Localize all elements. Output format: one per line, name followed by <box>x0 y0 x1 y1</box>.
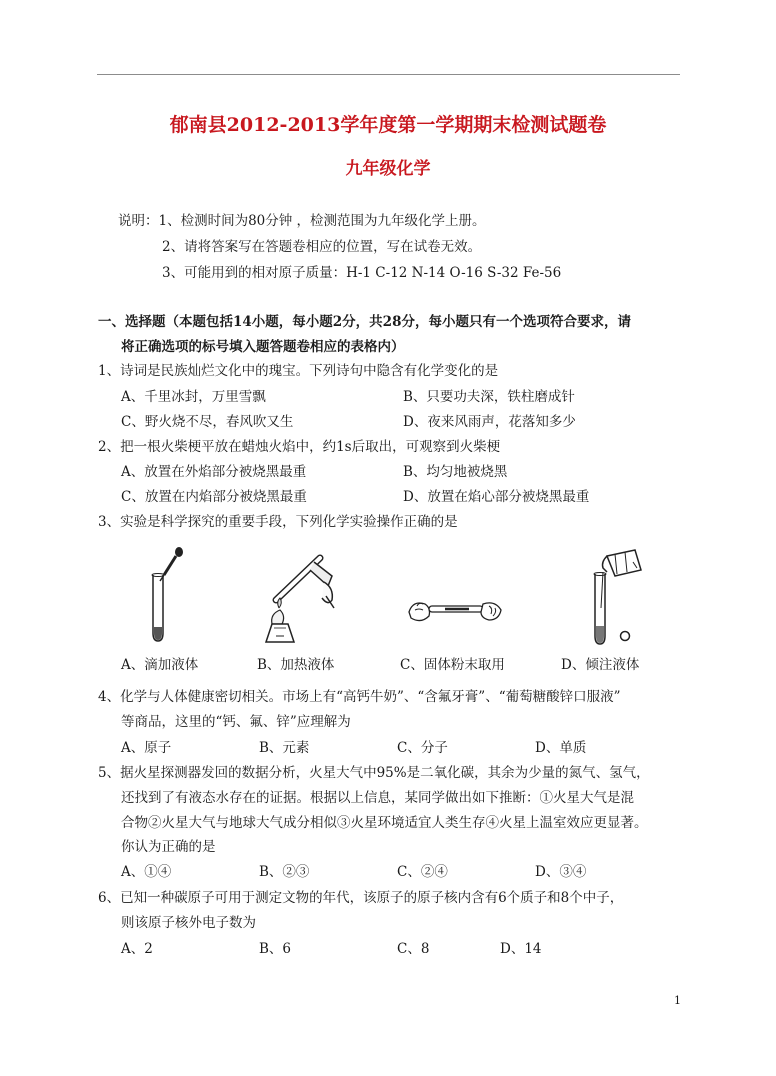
q1-option-b: B、只要功夫深，铁柱磨成针 <box>403 389 575 405</box>
q1-stem: 1、诗词是民族灿烂文化中的瑰宝。下列诗句中隐含有化学变化的是 <box>98 363 499 379</box>
q3-option-c: C、固体粉末取用 <box>400 657 505 673</box>
q3-option-a: A、滴加液体 <box>121 657 199 673</box>
powder-handling-figure <box>405 590 505 630</box>
q4-option-d: D、单质 <box>535 740 587 756</box>
q1-option-d: D、夜来风雨声，花落知多少 <box>403 414 576 430</box>
q2-option-a: A、放置在外焰部分被烧黑最重 <box>121 464 307 480</box>
q6-stem-line1: 6、已知一种碳原子可用于测定文物的年代，该原子的原子核内含有6个质子和8个中子， <box>98 890 624 906</box>
dropper-tube-figure <box>140 545 190 645</box>
q5-stem-line3: 合物②火星大气与地球大气成分相似③火星环境适宜人类生存④火星上温室效应更显著。 <box>121 815 648 831</box>
q6-stem-line2: 则该原子核外电子数为 <box>121 915 256 931</box>
q6-option-a: A、2 <box>121 941 153 957</box>
q4-option-a: A、原子 <box>121 740 172 756</box>
heating-liquid-figure <box>262 548 354 648</box>
q4-option-c: C、分子 <box>397 740 448 756</box>
q3-option-d: D、倾注液体 <box>561 657 640 673</box>
note-1: 说明：1、检测时间为80分钟 ，检测范围为九年级化学上册。 <box>118 213 486 229</box>
q2-option-b: B、均匀地被烧黑 <box>403 464 508 480</box>
q5-option-b: B、②③ <box>259 864 310 880</box>
q3-stem: 3、实验是科学探究的重要手段，下列化学实验操作正确的是 <box>98 514 458 530</box>
q2-option-c: C、放置在内焰部分被烧黑最重 <box>121 489 307 505</box>
q5-option-a: A、①④ <box>121 864 172 880</box>
q6-option-d: D、14 <box>500 941 542 957</box>
note-3: 3、可能用到的相对原子质量：H-1 C-12 N-14 O-16 S-32 Fe-56 <box>162 265 562 281</box>
page-number: 1 <box>674 994 681 1007</box>
q2-option-d: D、放置在焰心部分被烧黑最重 <box>403 489 590 505</box>
q1-option-a: A、千里冰封，万里雪飘 <box>121 389 266 405</box>
q5-stem-line1: 5、据火星探测器发回的数据分析，火星大气中95%是二氧化碳，其余为少量的氮气、氢气， <box>98 765 650 781</box>
q5-option-c: C、②④ <box>397 864 448 880</box>
q2-stem: 2、把一根火柴梗平放在蜡烛火焰中，约1s后取出，可观察到火柴梗 <box>98 439 501 455</box>
q3-option-b: B、加热液体 <box>257 657 335 673</box>
pouring-liquid-figure <box>585 548 645 648</box>
page-subtitle: 九年级化学 <box>345 159 431 179</box>
header-rule <box>97 74 680 75</box>
section-heading-line2: 将正确选项的标号填入题答题卷相应的表格内） <box>121 339 405 355</box>
section-heading-line1: 一、选择题（本题包括14小题，每小题2分，共28分，每小题只有一个选项符合要求，请 <box>98 314 631 330</box>
q5-stem-line4: 你认为正确的是 <box>121 839 216 855</box>
q5-stem-line2: 还找到了有液态水存在的证据。根据以上信息，某同学做出如下推断：①火星大气是混 <box>121 790 634 806</box>
q6-option-c: C、8 <box>397 941 430 957</box>
q4-option-b: B、元素 <box>259 740 310 756</box>
q4-stem-line2: 等商品，这里的“钙、氟、锌”应理解为 <box>121 714 351 730</box>
q5-option-d: D、③④ <box>535 864 587 880</box>
note-2: 2、请将答案写在答题卷相应的位置，写在试卷无效。 <box>162 239 482 255</box>
page-title: 郁南县2012-2013学年度第一学期期末检测试题卷 <box>169 114 607 136</box>
q4-stem-line1: 4、化学与人体健康密切相关。市场上有“高钙牛奶”、“含氟牙膏”、“葡萄糖酸锌口服液” <box>98 689 621 705</box>
q1-option-c: C、野火烧不尽，春风吹又生 <box>121 414 294 430</box>
q6-option-b: B、6 <box>259 941 292 957</box>
